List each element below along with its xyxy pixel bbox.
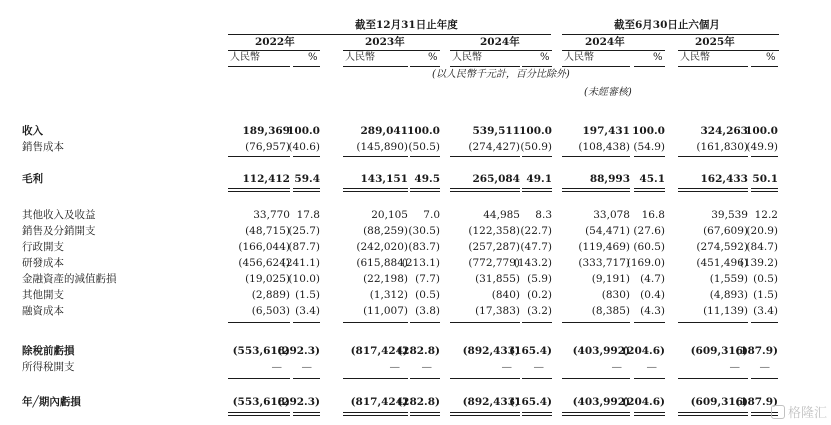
row-value: (892,433) <box>462 396 520 408</box>
header-subcol-rule <box>751 66 778 67</box>
table-rule <box>343 378 408 379</box>
row-value: 8.3 <box>535 209 552 221</box>
row-value: (204.6) <box>622 396 665 408</box>
row-value: (6,503) <box>251 305 290 317</box>
row-value: 59.4 <box>294 173 320 185</box>
watermark-text: 格隆汇 <box>787 406 827 421</box>
row-value: (88,259) <box>363 225 408 237</box>
table-rule <box>562 378 630 379</box>
row-value: (27.6) <box>633 225 665 237</box>
row-value: (282.8) <box>397 396 440 408</box>
table-rule <box>293 156 320 157</box>
header-subcol-rule <box>410 66 440 67</box>
table-rule-double <box>410 415 440 416</box>
row-value: (83.7) <box>408 241 440 253</box>
row-value: — <box>271 361 282 373</box>
table-rule-double <box>678 191 748 192</box>
row-value: (333,717) <box>578 257 630 269</box>
row-value: (4.7) <box>640 273 665 285</box>
table-rule-double <box>634 415 665 416</box>
header-period-fy: 截至12月31日止年度 <box>355 19 458 31</box>
table-rule <box>522 378 552 379</box>
row-value: 39,539 <box>711 209 748 221</box>
header-year: 2024年 <box>480 36 520 48</box>
header-col-rmb: 人民幣 <box>345 52 375 63</box>
header-year: 2024年 <box>585 36 625 48</box>
row-value: (3.2) <box>527 305 552 317</box>
row-value: 44,985 <box>483 209 520 221</box>
row-value: (609,316) <box>690 396 748 408</box>
table-rule <box>228 188 290 189</box>
row-value: 100.0 <box>745 125 778 137</box>
header-period-h1: 截至6月30日止六個月 <box>614 19 720 31</box>
row-value: — <box>389 361 400 373</box>
row-value: (241.1) <box>281 257 320 269</box>
table-rule <box>343 156 408 157</box>
header-year: 2022年 <box>255 36 295 48</box>
row-value: 17.8 <box>296 209 320 221</box>
row-value: (3.8) <box>415 305 440 317</box>
row-value: (274,592) <box>696 241 748 253</box>
row-value: (0.5) <box>753 273 778 285</box>
row-value: (119,469) <box>578 241 630 253</box>
row-value: (40.6) <box>288 141 320 153</box>
row-value: — <box>421 361 432 373</box>
table-rule <box>751 156 778 157</box>
row-value: (292.3) <box>277 396 320 408</box>
row-value: (3.4) <box>295 305 320 317</box>
header-col-rmb: 人民幣 <box>564 52 594 63</box>
table-rule <box>293 412 320 413</box>
row-value: 112,412 <box>242 173 290 185</box>
row-value: (11,007) <box>363 305 408 317</box>
row-value: 88,993 <box>589 173 630 185</box>
row-value: 20,105 <box>371 209 408 221</box>
row-label: 銷售成本 <box>22 141 64 153</box>
row-value: 100.0 <box>519 125 552 137</box>
row-value: (165.4) <box>509 345 552 357</box>
table-rule <box>678 412 748 413</box>
row-value: (50.9) <box>520 141 552 153</box>
table-rule <box>410 322 440 323</box>
row-value: (122,358) <box>468 225 520 237</box>
row-value: (830) <box>601 289 630 301</box>
row-value: 289,041 <box>360 125 408 137</box>
row-value: — <box>501 361 512 373</box>
table-rule-double <box>634 191 665 192</box>
table-rule-double <box>343 415 408 416</box>
row-value: 45.1 <box>639 173 665 185</box>
table-rule <box>522 412 552 413</box>
header-col-pct: % <box>308 52 318 63</box>
row-value: (1,559) <box>709 273 748 285</box>
row-value: 324,263 <box>700 125 748 137</box>
table-rule-double <box>522 415 552 416</box>
row-value: (5.9) <box>527 273 552 285</box>
row-value: (1,312) <box>369 289 408 301</box>
row-value: (60.5) <box>633 241 665 253</box>
row-value: — <box>729 361 740 373</box>
header-year: 2023年 <box>365 36 405 48</box>
row-value: (165.4) <box>509 396 552 408</box>
row-value: (4.3) <box>640 305 665 317</box>
table-rule <box>293 378 320 379</box>
row-value: (166,044) <box>238 241 290 253</box>
header-col-rmb: 人民幣 <box>680 52 710 63</box>
row-value: 50.1 <box>752 173 778 185</box>
table-rule <box>634 412 665 413</box>
table-rule-double <box>410 191 440 192</box>
table-rule <box>562 188 630 189</box>
header-subcol-rule <box>450 66 520 67</box>
row-value: 100.0 <box>632 125 665 137</box>
row-value: (456,624) <box>238 257 290 269</box>
table-rule <box>522 188 552 189</box>
row-value: 539,511 <box>472 125 520 137</box>
row-value: (30.5) <box>408 225 440 237</box>
row-value: (139.2) <box>739 257 778 269</box>
header-col-pct: % <box>428 52 438 63</box>
row-value: (54.9) <box>633 141 665 153</box>
header-subcol-rule <box>522 66 552 67</box>
row-value: (19,025) <box>245 273 290 285</box>
table-rule <box>450 378 520 379</box>
row-value: (31,855) <box>475 273 520 285</box>
row-value: (76,957) <box>245 141 290 153</box>
table-rule <box>678 322 748 323</box>
row-value: (242,020) <box>356 241 408 253</box>
row-value: — <box>301 361 312 373</box>
header-year-rule <box>343 50 440 51</box>
row-value: (145,890) <box>356 141 408 153</box>
row-value: 162,433 <box>700 173 748 185</box>
table-rule <box>228 412 290 413</box>
row-value: 197,431 <box>582 125 630 137</box>
row-value: (9,191) <box>591 273 630 285</box>
row-value: (817,424) <box>350 396 408 408</box>
row-value: (10.0) <box>288 273 320 285</box>
row-value: (213.1) <box>401 257 440 269</box>
table-rule-double <box>228 415 290 416</box>
row-value: (49.9) <box>746 141 778 153</box>
row-value: (1.5) <box>753 289 778 301</box>
row-value: (892,433) <box>462 345 520 357</box>
row-value: (609,316) <box>690 345 748 357</box>
table-rule <box>228 378 290 379</box>
row-value: (2,889) <box>251 289 290 301</box>
row-value: (8,385) <box>591 305 630 317</box>
row-value: (1.5) <box>295 289 320 301</box>
row-value: (108,438) <box>578 141 630 153</box>
row-value: (169.0) <box>626 257 665 269</box>
row-value: 12.2 <box>754 209 778 221</box>
row-value: (292.3) <box>277 345 320 357</box>
row-value: (772,779) <box>468 257 520 269</box>
table-rule <box>450 322 520 323</box>
row-value: (20.9) <box>746 225 778 237</box>
header-col-pct: % <box>653 52 663 63</box>
header-year-rule <box>450 50 552 51</box>
row-value: 100.0 <box>407 125 440 137</box>
table-rule <box>450 188 520 189</box>
row-value: (17,383) <box>475 305 520 317</box>
row-value: 33,770 <box>253 209 290 221</box>
row-value: — <box>646 361 657 373</box>
row-value: (187.9) <box>735 345 778 357</box>
row-label: 收入 <box>22 125 43 137</box>
table-rule <box>293 188 320 189</box>
row-value: (817,424) <box>350 345 408 357</box>
row-value: (204.6) <box>622 345 665 357</box>
table-rule <box>343 412 408 413</box>
row-value: (4,893) <box>709 289 748 301</box>
row-value: 16.8 <box>641 209 665 221</box>
watermark <box>771 402 827 421</box>
table-rule-double <box>293 191 320 192</box>
table-rule <box>562 412 630 413</box>
table-rule <box>678 156 748 157</box>
table-rule <box>228 322 290 323</box>
table-rule-double <box>450 415 520 416</box>
row-value: (282.8) <box>397 345 440 357</box>
header-year-rule <box>562 50 665 51</box>
table-rule <box>562 156 630 157</box>
row-label: 研發成本 <box>22 257 64 269</box>
row-value: (67,609) <box>703 225 748 237</box>
row-value: (22.7) <box>520 225 552 237</box>
header-subcol-rule <box>343 66 408 67</box>
header-year-rule <box>228 50 320 51</box>
row-value: (553,618) <box>232 396 290 408</box>
row-value: 49.5 <box>414 173 440 185</box>
table-rule <box>450 412 520 413</box>
row-value: (274,427) <box>468 141 520 153</box>
table-rule-double <box>293 415 320 416</box>
note-unaudited: (未經審核) <box>584 87 632 98</box>
table-rule <box>634 378 665 379</box>
table-rule <box>522 322 552 323</box>
row-value: (451,496) <box>696 257 748 269</box>
table-rule <box>410 188 440 189</box>
row-value: 49.1 <box>526 173 552 185</box>
header-year-rule <box>678 50 779 51</box>
row-value: (50.5) <box>408 141 440 153</box>
row-label: 其他收入及收益 <box>22 209 96 221</box>
table-rule <box>343 322 408 323</box>
table-rule <box>410 378 440 379</box>
row-value: (840) <box>491 289 520 301</box>
row-value: 143,151 <box>360 173 408 185</box>
row-label: 所得稅開支 <box>22 361 75 373</box>
table-rule-double <box>562 191 630 192</box>
row-value: (3.4) <box>753 305 778 317</box>
table-rule <box>343 188 408 189</box>
table-rule-double <box>562 415 630 416</box>
row-value: (47.7) <box>520 241 552 253</box>
row-value: (0.2) <box>527 289 552 301</box>
row-value: — <box>533 361 544 373</box>
table-rule-double <box>678 415 748 416</box>
table-rule <box>410 412 440 413</box>
row-label: 毛利 <box>22 173 43 185</box>
row-value: (143.2) <box>513 257 552 269</box>
row-value: (84.7) <box>746 241 778 253</box>
row-value: (0.4) <box>640 289 665 301</box>
row-value: (54,471) <box>585 225 630 237</box>
table-rule <box>634 322 665 323</box>
row-value: 100.0 <box>287 125 320 137</box>
table-rule-double <box>450 191 520 192</box>
header-subcol-rule <box>228 66 290 67</box>
row-value: (11,139) <box>703 305 748 317</box>
header-rule-h1 <box>562 34 779 35</box>
table-rule-double <box>751 191 778 192</box>
row-label: 融資成本 <box>22 305 64 317</box>
table-rule <box>634 156 665 157</box>
brand-logo-icon <box>771 405 785 419</box>
header-subcol-rule <box>634 66 665 67</box>
row-value: (161,830) <box>696 141 748 153</box>
row-value: — <box>759 361 770 373</box>
table-rule <box>751 378 778 379</box>
note-unit: (以人民幣千元計，百分比除外) <box>432 69 570 80</box>
row-label: 銷售及分銷開支 <box>22 225 96 237</box>
row-value: (403,992) <box>572 396 630 408</box>
row-label: 除稅前虧損 <box>22 345 75 357</box>
row-value: (25.7) <box>288 225 320 237</box>
header-col-pct: % <box>766 52 776 63</box>
table-rule <box>751 188 778 189</box>
row-value: 33,078 <box>593 209 630 221</box>
table-rule <box>562 322 630 323</box>
header-subcol-rule <box>678 66 748 67</box>
row-value: (7.7) <box>415 273 440 285</box>
table-rule-double <box>343 191 408 192</box>
table-rule-double <box>228 191 290 192</box>
table-rule <box>522 156 552 157</box>
table-rule <box>410 156 440 157</box>
table-rule <box>678 378 748 379</box>
row-label: 行政開支 <box>22 241 64 253</box>
row-label: 金融資產的減值虧損 <box>22 273 117 285</box>
row-label: 年╱期內虧損 <box>22 396 81 408</box>
row-value: — <box>611 361 622 373</box>
header-col-pct: % <box>540 52 550 63</box>
table-rule <box>751 322 778 323</box>
header-subcol-rule <box>293 66 320 67</box>
header-rule-fy <box>228 34 551 35</box>
header-col-rmb: 人民幣 <box>230 52 260 63</box>
row-value: (48,715) <box>245 225 290 237</box>
row-value: (403,992) <box>572 345 630 357</box>
row-value: (553,618) <box>232 345 290 357</box>
row-value: 265,084 <box>472 173 520 185</box>
table-rule <box>450 156 520 157</box>
row-value: 189,369 <box>242 125 290 137</box>
table-rule <box>228 156 290 157</box>
table-rule <box>293 322 320 323</box>
row-value: (187.9) <box>735 396 778 408</box>
row-value: (257,287) <box>468 241 520 253</box>
header-year: 2025年 <box>695 36 735 48</box>
table-rule-double <box>522 191 552 192</box>
row-value: 7.0 <box>423 209 440 221</box>
row-value: (22,198) <box>363 273 408 285</box>
table-rule <box>678 188 748 189</box>
row-value: (0.5) <box>415 289 440 301</box>
table-rule <box>634 188 665 189</box>
row-value: (615,884) <box>356 257 408 269</box>
header-subcol-rule <box>562 66 630 67</box>
header-col-rmb: 人民幣 <box>452 52 482 63</box>
row-label: 其他開支 <box>22 289 64 301</box>
row-value: (87.7) <box>288 241 320 253</box>
